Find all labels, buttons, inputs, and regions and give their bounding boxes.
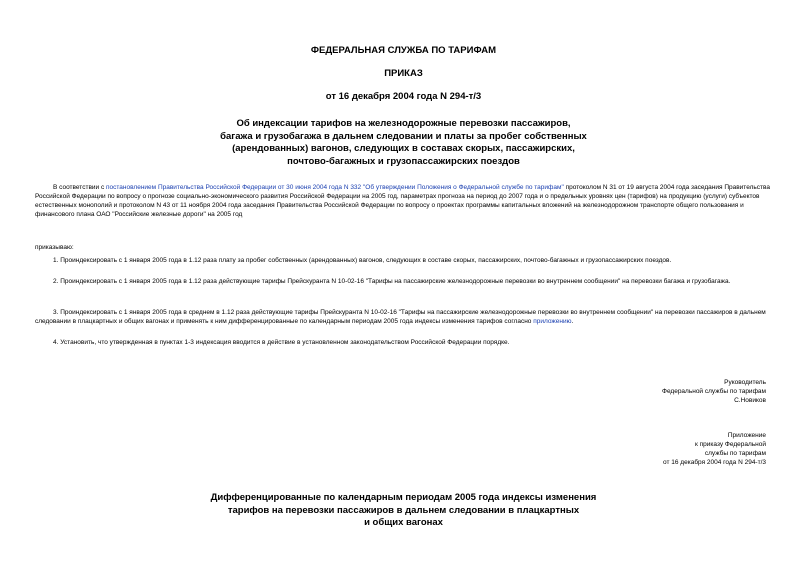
preamble-rest: протоколом N 31 от 19 августа 2004 года заседания Правительства Российской Федерации по вопросу о прогнозе социально-экономического развития Российской Федерации на 2005 год, параметрах прогноза на период до 2007 года и о предельных уровнях цен (тарифов) на продукцию (услуги) субъектов естественных монополий и протоколом N 43 от 11 ноября 2004 года заседания Правительства Российской Федерации по вопросу о проектах программы капитальных вложений на железнодорожном транспорте общего пользования и финансового плана ОАО "Российские железные дороги" на 2005 год (35, 184, 771, 218)
appendix-ref-line: от 16 декабря 2004 года N 294-т/3 (663, 459, 766, 466)
title-line: (арендованных) вагонов, следующих в составах скорых, пассажирских, (232, 143, 575, 154)
preamble-start: В соответствии с (53, 184, 107, 191)
signature-position: Руководитель (724, 379, 766, 386)
appendix-title-line: и общих вагонах (364, 517, 443, 528)
appendix-title (0, 492, 807, 530)
order-item-1: 1. Проиндексировать с 1 января 2005 года в 1.12 раза плату за пробег собственных (арендованных) вагонов, следующих в составе скорых, пассажирских, почтово-багажных и грузопассажирских поездов. (53, 257, 672, 264)
order-item-2: 2. Проиндексировать с 1 января 2005 года в 1.12 раза действующие тарифы Прейскуранта N 10-02-16 "Тарифы на пассажирские железнодорожные перевозки во внутреннем сообщении" на перевозки багажа и грузобагажа. (53, 278, 731, 285)
title-line: Об индексации тарифов на железнодорожные перевозки пассажиров, (236, 118, 571, 129)
appendix-ref-line: к приказу Федеральной (695, 441, 766, 448)
preamble-paragraph (35, 183, 771, 219)
appendix-ref-line: Приложение (727, 432, 766, 439)
appendix-link[interactable]: приложению (533, 318, 572, 325)
appendix-title-line: тарифов на перевозки пассажиров в дальнем следовании в плацкартных (227, 504, 580, 516)
document-date-number: от 16 декабря 2004 года N 294-т/3 (325, 91, 482, 102)
document-title (0, 118, 807, 168)
title-line: багажа и грузобагажа в дальнем следовании и платы за пробег собственных (220, 130, 587, 142)
signature-agency: Федеральной службы по тарифам (662, 388, 766, 395)
appendix-title-line: Дифференцированные по календарным периодам 2005 года индексы изменения (210, 492, 597, 503)
title-line: почтово-багажных и грузопассажирских поездов (287, 155, 520, 167)
agency-name: ФЕДЕРАЛЬНАЯ СЛУЖБА ПО ТАРИФАМ (310, 45, 497, 56)
order-item-4: 4. Установить, что утвержденная в пунктах 1-3 индексация вводится в действие в установленном законодательством Российской Федерации порядке. (53, 339, 510, 346)
signature-name: С.Новиков (734, 397, 766, 404)
government-decree-link[interactable]: постановлением Правительства Российской Федерации от 30 июня 2004 года N 332 "Об утверждении Положения о Федеральной службе по тарифам" (106, 184, 564, 191)
order-item-3-text: 3. Проиндексировать с 1 января 2005 года в среднем в 1.12 раза действующие тарифы Прейскуранта N 10-02-16 "Тарифы на пассажирские железнодорожные перевозки во внутреннем сообщении" на перевозки пассажиров в дальнем следовании в плацкартных и общих вагонах и применять к ним дифференцированные по календарным периодам 2005 года индексы изменения тарифов согласно (35, 309, 766, 325)
orders-label: приказываю: (35, 244, 74, 251)
order-item-3 (35, 308, 771, 326)
appendix-ref-line: службы по тарифам (704, 450, 766, 457)
signature-block (466, 378, 766, 405)
document-type: ПРИКАЗ (384, 68, 423, 79)
order-item-3-end: . (571, 318, 574, 325)
appendix-reference (466, 431, 766, 467)
